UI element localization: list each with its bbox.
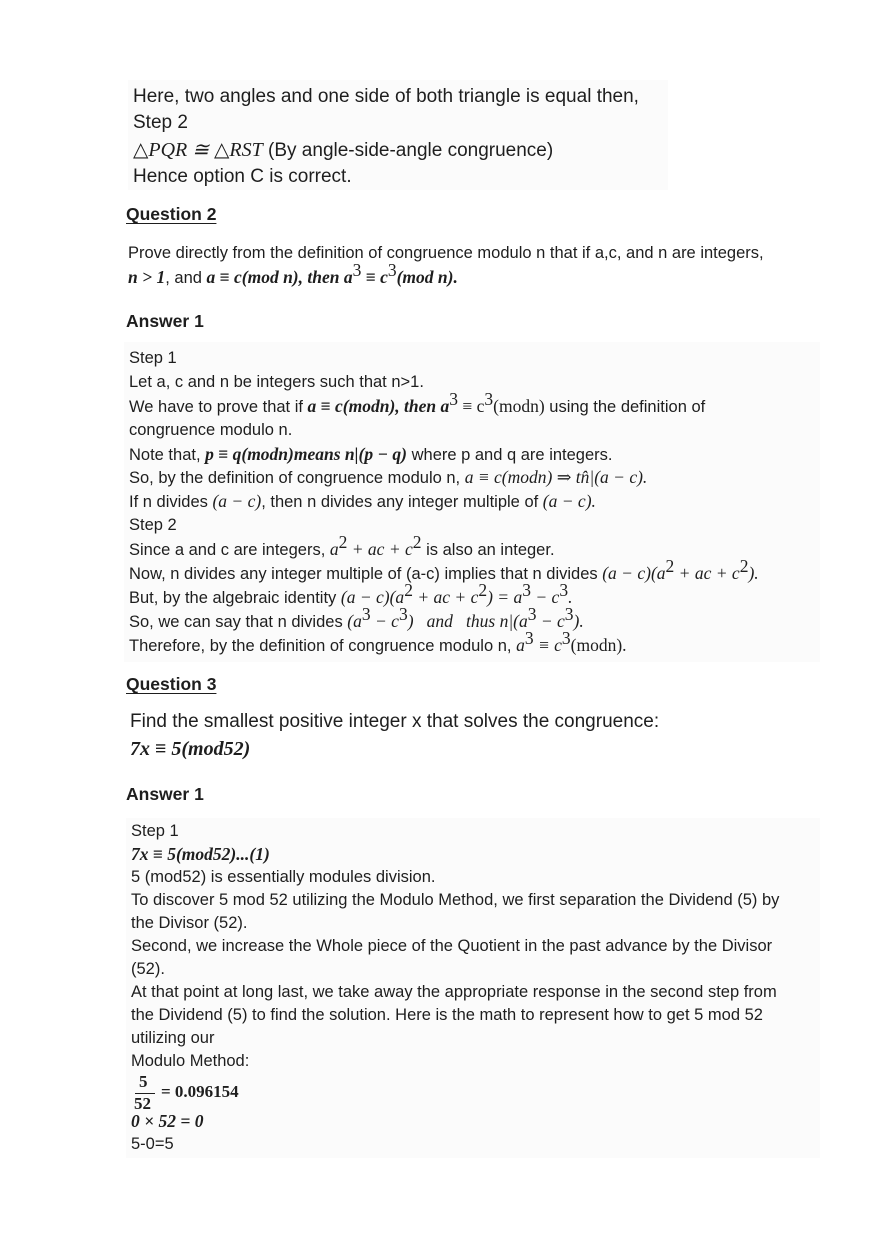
a2-l11-sup4: 3	[559, 580, 569, 600]
a2-l12-math2: − c	[370, 611, 399, 631]
a3-line2	[131, 843, 270, 866]
q2-math-c: ≡ c	[361, 267, 388, 287]
a2-l3-text: We have to prove that if	[129, 398, 308, 416]
section1-step2: Step 2	[133, 112, 188, 133]
a2-l3-tail: using the definition of	[544, 398, 706, 416]
question2-text1: Prove directly from the definition of congruence modulo n that if a,c, and n are integers,	[128, 244, 764, 262]
q3-congruence: 7x ≡ 5(mod52)	[130, 738, 251, 760]
a3-line6: Second, we increase the Whole piece of the Quotient in the past advance by the Divisor	[131, 937, 773, 955]
a2-l11-math1: (a − c)(a	[340, 587, 405, 607]
a2-line7	[129, 490, 596, 513]
a3-line4: To discover 5 mod 52 utilizing the Modulo Method, we first separation the Dividend (5) by	[131, 891, 780, 909]
a3-l2-math: 7x ≡ 5(mod52)...(1)	[131, 844, 270, 864]
a2-l3-math1: a ≡ c(modn), then a	[307, 396, 450, 416]
a2-l7-math1: (a − c)	[212, 491, 262, 511]
q2-math-mod: (mod n).	[396, 267, 458, 287]
a3-line8: At that point at long last, we take away the appropriate response in the second step from	[131, 983, 777, 1001]
a3-line3: 5 (mod52) is essentially modules division.	[131, 868, 436, 886]
a2-l12-sup1: 3	[361, 604, 371, 624]
a2-l9-tail: is also an integer.	[421, 541, 555, 559]
a2-l6-text: So, by the definition of congruence modulo n,	[129, 469, 465, 487]
fraction-denominator: 52	[134, 1094, 151, 1113]
a2-l11-sup2: 2	[478, 580, 488, 600]
a2-line13	[129, 628, 627, 657]
a2-l13-math1: a	[516, 635, 525, 655]
a2-l7-math2: (a − c).	[542, 491, 596, 511]
a3-l12-math: 0 × 52 = 0	[131, 1111, 204, 1131]
q2-math-a: a ≡ c(mod n), then a	[206, 267, 353, 287]
a2-step2: Step 2	[129, 516, 177, 534]
a2-l12-math5: ).	[573, 611, 584, 631]
q2-sup: 3	[352, 260, 362, 280]
a2-line12	[129, 604, 584, 633]
a2-l13-math2: ≡ c	[533, 635, 562, 655]
a3-line7: (52).	[131, 960, 165, 978]
a2-l5-math: p ≡ q(modn)means n|(p − q)	[205, 444, 408, 464]
a2-line10	[129, 556, 759, 585]
a3-line10: utilizing our	[131, 1029, 215, 1047]
a2-l10-text: Now, n divides any integer multiple of (a-c) implies that n divides	[129, 565, 603, 583]
a2-l3-sup: 3	[449, 389, 459, 409]
a2-l3-math2: ≡ c	[458, 396, 485, 416]
section1-line1: Here, two angles and one side of both triangle is equal then,	[133, 86, 639, 107]
a2-line11	[129, 580, 573, 609]
q2-and: , and	[165, 269, 207, 287]
a2-l10-math2: + ac + c	[674, 563, 740, 583]
a2-l7-text2: , then n divides any integer multiple of	[261, 493, 543, 511]
congruence-expression: △PQR ≅ △RST	[133, 139, 263, 161]
a2-l9-math1: a	[329, 539, 339, 559]
fraction-result: = 0.096154	[161, 1082, 239, 1101]
a2-l12-math1: (a	[347, 611, 362, 631]
a2-l10-math1: (a − c)(a	[602, 563, 666, 583]
a2-l12-text: So, we can say that n divides	[129, 613, 348, 631]
a2-step1: Step 1	[129, 349, 177, 367]
a2-line9	[129, 532, 555, 561]
a2-l7-text: If n divides	[129, 493, 213, 511]
question2-text2	[128, 260, 458, 289]
a2-line4: congruence modulo n.	[129, 421, 293, 439]
a2-l12-sup4: 3	[564, 604, 574, 624]
a2-l13-sup2: 3	[561, 628, 571, 648]
a2-line2: Let a, c and n be integers such that n>1.	[129, 373, 424, 391]
a2-l12-math3: ) and thus n|(a	[407, 611, 528, 631]
a2-l11-sup3: 3	[522, 580, 531, 600]
section1-congruence	[133, 137, 553, 164]
a2-l11-math3: ) = a	[487, 587, 523, 607]
a2-l10-math3: ).	[748, 563, 759, 583]
q2-sup-c: 3	[387, 260, 397, 280]
a3-step1: Step 1	[131, 822, 179, 840]
a2-l9-sup2: 2	[412, 532, 422, 552]
answer3-heading: Answer 1	[126, 784, 204, 804]
a2-l11-text: But, by the algebraic identity	[129, 589, 341, 607]
a3-line5: the Divisor (52).	[131, 914, 248, 932]
a2-l5-text: Note that,	[129, 446, 206, 464]
a2-l12-math4: − c	[536, 611, 565, 631]
a2-l3-math3: (modn)	[493, 396, 545, 416]
a2-l9-sup1: 2	[338, 532, 348, 552]
a2-l13-text: Therefore, by the definition of congruence modulo n,	[129, 637, 517, 655]
a3-line12	[131, 1110, 203, 1133]
a2-l11-sup1: 2	[404, 580, 413, 600]
congruence-note: (By angle-side-angle congruence)	[268, 140, 554, 161]
question2-heading: Question 2	[126, 204, 217, 224]
question3-text2	[130, 736, 250, 763]
a2-l6-math: a ≡ c(modn) ⇒ tn̂|(a − c).	[464, 467, 648, 487]
a3-line13: 5-0=5	[131, 1135, 174, 1153]
a2-l9-text: Since a and c are integers,	[129, 541, 330, 559]
a2-l13-math3: (modn).	[570, 635, 627, 655]
a2-l12-sup2: 3	[398, 604, 408, 624]
a2-l11-math4: − c	[530, 587, 560, 607]
a2-l9-math2: + ac + c	[347, 539, 413, 559]
a2-l5-tail: where p and q are integers.	[407, 446, 613, 464]
section1-conclusion: Hence option C is correct.	[133, 166, 352, 187]
a2-l13-sup1: 3	[524, 628, 534, 648]
a3-line9: the Dividend (5) to find the solution. Here is the math to represent how to get 5 mod 52	[131, 1006, 763, 1024]
a2-line5	[129, 443, 612, 466]
q2-math-n: n > 1	[128, 267, 166, 287]
fraction-numerator: 5	[139, 1072, 148, 1091]
a2-l10-sup1: 2	[665, 556, 675, 576]
a2-l12-sup3: 3	[527, 604, 537, 624]
question3-text1: Find the smallest positive integer x that solves the congruence:	[130, 711, 660, 732]
a2-line3	[129, 389, 706, 418]
a2-l10-sup2: 2	[739, 556, 749, 576]
a2-l3-sup2: 3	[484, 389, 494, 409]
a3-line11: Modulo Method:	[131, 1052, 250, 1070]
a2-l11-math2: + ac + c	[412, 587, 479, 607]
a2-l11-math5: .	[568, 587, 573, 607]
a2-line6	[129, 466, 647, 489]
question3-heading: Question 3	[126, 674, 217, 694]
answer2-heading: Answer 1	[126, 311, 204, 331]
